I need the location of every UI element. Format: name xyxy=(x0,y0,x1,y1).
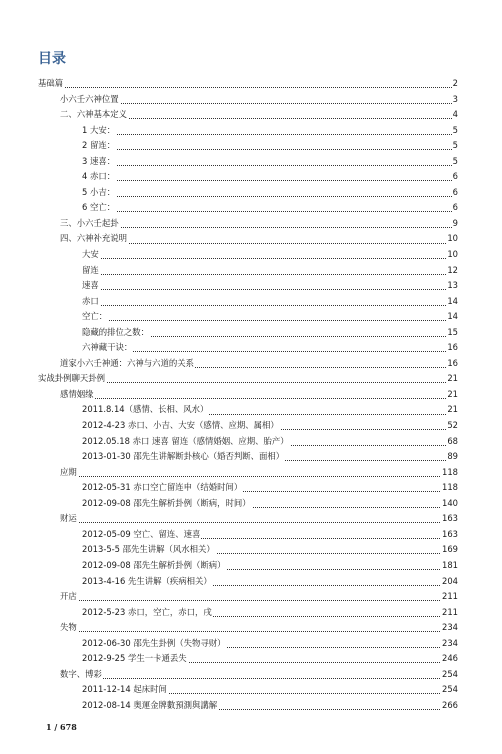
dot-leader xyxy=(60,92,458,108)
toc-entry-page: 21 xyxy=(446,387,458,403)
toc-entry[interactable] xyxy=(0,278,502,294)
toc-entry-page: 118 xyxy=(441,465,458,481)
dot-leader xyxy=(82,123,458,139)
dot-leader xyxy=(82,263,458,279)
toc-entry[interactable] xyxy=(0,636,502,652)
toc-entry[interactable] xyxy=(0,449,502,465)
toc-entry-page: 181 xyxy=(441,558,458,574)
dot-leader xyxy=(60,465,458,481)
toc-entry-page: 163 xyxy=(441,527,458,543)
toc-entry-page: 140 xyxy=(441,496,458,512)
toc-entry-title: 3 速喜： xyxy=(82,154,116,170)
toc-entry[interactable] xyxy=(0,387,502,403)
toc-entry-page: 234 xyxy=(441,636,458,652)
toc-entry-page: 10 xyxy=(446,247,458,263)
toc-entry-title: 2013-5-5 邵先生讲解（风水相关） xyxy=(82,542,216,558)
toc-entry-title: 大安 xyxy=(82,247,100,263)
dot-leader xyxy=(82,138,458,154)
toc-entry-page: 89 xyxy=(446,449,458,465)
toc-entry-page: 169 xyxy=(441,542,458,558)
toc-entry[interactable] xyxy=(0,542,502,558)
toc-entry-page: 118 xyxy=(441,480,458,496)
dot-leader xyxy=(38,76,458,92)
toc-entry[interactable] xyxy=(0,682,502,698)
toc-entry[interactable] xyxy=(0,698,502,714)
toc-entry-title: 2011.8.14（感情、长相、风水） xyxy=(82,402,209,418)
dot-leader xyxy=(82,200,458,216)
toc-entry-page: 68 xyxy=(446,434,458,450)
toc-entry-title: 三、小六壬起卦 xyxy=(60,216,120,232)
toc-entry[interactable] xyxy=(0,216,502,232)
toc-entry-page: 15 xyxy=(446,325,458,341)
toc-entry-page: 2 xyxy=(452,76,458,92)
page-number: 1 / 678 xyxy=(46,722,77,732)
toc-entry-page: 6 xyxy=(452,185,458,201)
toc-entry-page: 14 xyxy=(446,309,458,325)
toc-entry-page: 211 xyxy=(441,605,458,621)
dot-leader xyxy=(82,169,458,185)
toc-entry[interactable] xyxy=(0,620,502,636)
toc-entry[interactable] xyxy=(0,200,502,216)
toc-entry-page: 21 xyxy=(446,371,458,387)
toc-entry-title: 失物 xyxy=(60,620,78,636)
toc-entry-title: 四、六神补充说明 xyxy=(60,231,128,247)
table-of-contents xyxy=(0,76,502,713)
toc-entry-page: 163 xyxy=(441,511,458,527)
toc-entry-title: 2012.05.18 赤口 速喜 留连（感情婚姻、应期、胎产） xyxy=(82,434,290,450)
toc-entry[interactable] xyxy=(0,231,502,247)
toc-entry-page: 9 xyxy=(452,216,458,232)
toc-entry-title: 隐藏的排位之数： xyxy=(82,325,150,341)
toc-entry[interactable] xyxy=(0,247,502,263)
toc-entry-title: 2012-9-25 学生一卡通丢失 xyxy=(82,651,188,667)
toc-entry-page: 266 xyxy=(441,698,458,714)
toc-entry-title: 6 空亡： xyxy=(82,200,116,216)
toc-entry[interactable] xyxy=(0,651,502,667)
toc-entry-title: 2012-06-30 邵先生卦例（失物寻财） xyxy=(82,636,226,652)
toc-entry[interactable] xyxy=(0,154,502,170)
toc-entry-title: 2012-09-08 邵先生解析卦例（断病） xyxy=(82,558,226,574)
toc-entry-page: 234 xyxy=(441,620,458,636)
toc-entry-page: 5 xyxy=(452,154,458,170)
toc-entry[interactable] xyxy=(0,263,502,279)
dot-leader xyxy=(82,309,458,325)
toc-entry-title: 空亡： xyxy=(82,309,108,325)
toc-entry[interactable] xyxy=(0,418,502,434)
dot-leader xyxy=(82,278,458,294)
toc-entry[interactable] xyxy=(0,558,502,574)
toc-entry-page: 4 xyxy=(452,107,458,123)
toc-entry-page: 13 xyxy=(446,278,458,294)
toc-entry[interactable] xyxy=(0,465,502,481)
toc-entry-title: 六神藏干诀： xyxy=(82,340,133,356)
toc-entry-title: 基础篇 xyxy=(38,76,64,92)
toc-entry-page: 5 xyxy=(452,123,458,139)
dot-leader xyxy=(60,216,458,232)
toc-entry[interactable] xyxy=(0,356,502,372)
toc-entry-title: 速喜 xyxy=(82,278,100,294)
toc-entry-page: 12 xyxy=(446,263,458,279)
dot-leader xyxy=(82,247,458,263)
toc-entry-title: 2012-5-23 赤口，空亡，赤口，戌 xyxy=(82,605,213,621)
toc-entry-page: 254 xyxy=(441,682,458,698)
toc-entry-title: 二、六神基本定义 xyxy=(60,107,128,123)
toc-entry-title: 2011-12-14 起床时间 xyxy=(82,682,168,698)
toc-entry[interactable] xyxy=(0,340,502,356)
toc-entry[interactable] xyxy=(0,667,502,683)
dot-leader xyxy=(82,154,458,170)
toc-entry-page: 254 xyxy=(441,667,458,683)
toc-entry-page: 10 xyxy=(446,231,458,247)
toc-entry-title: 2012-09-08 邵先生解析卦例（断病，时间） xyxy=(82,496,252,512)
toc-entry-page: 246 xyxy=(441,651,458,667)
toc-entry-title: 应期 xyxy=(60,465,78,481)
dot-leader xyxy=(82,340,458,356)
toc-entry-page: 211 xyxy=(441,589,458,605)
toc-entry[interactable] xyxy=(0,107,502,123)
toc-entry-title: 数字、博彩 xyxy=(60,667,103,683)
dot-leader xyxy=(60,387,458,403)
toc-entry[interactable] xyxy=(0,185,502,201)
toc-entry-title: 1 大安： xyxy=(82,123,116,139)
toc-entry-title: 2 留连： xyxy=(82,138,116,154)
toc-entry-title: 2012-05-31 赤口空亡留连申（结婚时间） xyxy=(82,480,243,496)
toc-entry-title: 小六壬六神位置 xyxy=(60,92,120,108)
dot-leader xyxy=(60,620,458,636)
dot-leader xyxy=(82,294,458,310)
toc-entry-title: 财运 xyxy=(60,511,78,527)
toc-entry-title: 赤口 xyxy=(82,294,100,310)
toc-entry-page: 16 xyxy=(446,340,458,356)
toc-entry[interactable] xyxy=(0,325,502,341)
toc-entry-page: 6 xyxy=(452,200,458,216)
toc-entry-title: 5 小吉： xyxy=(82,185,116,201)
toc-entry-title: 2012-08-14 奥運金牌數預測與講解 xyxy=(82,698,218,714)
toc-entry-page: 16 xyxy=(446,356,458,372)
toc-entry[interactable] xyxy=(0,76,502,92)
toc-entry-title: 4 赤口： xyxy=(82,169,116,185)
dot-leader xyxy=(60,667,458,683)
toc-entry[interactable] xyxy=(0,605,502,621)
toc-entry-title: 2012-05-09 空亡、留连、速喜 xyxy=(82,527,201,543)
toc-entry[interactable] xyxy=(0,527,502,543)
toc-entry-title: 实战卦例聊天卦例 xyxy=(38,371,106,387)
dot-leader xyxy=(60,589,458,605)
toc-entry-title: 留连 xyxy=(82,263,100,279)
toc-entry-title: 感情姻缘 xyxy=(60,387,95,403)
toc-entry-title: 开店 xyxy=(60,589,78,605)
toc-entry-title: 2012-4-23 赤口、小吉、大安（感情、应期、属相） xyxy=(82,418,280,434)
toc-entry[interactable] xyxy=(0,138,502,154)
toc-entry-page: 21 xyxy=(446,402,458,418)
toc-entry[interactable] xyxy=(0,92,502,108)
toc-entry-title: 2013-01-30 邵先生讲解断卦核心（婚否判断、面相） xyxy=(82,449,285,465)
toc-entry[interactable] xyxy=(0,574,502,590)
toc-entry[interactable] xyxy=(0,434,502,450)
toc-entry[interactable] xyxy=(0,294,502,310)
dot-leader xyxy=(60,511,458,527)
toc-entry-title: 道家小六壬神通：六神与六道的关系 xyxy=(60,356,195,372)
toc-entry[interactable] xyxy=(0,402,502,418)
toc-entry[interactable] xyxy=(0,169,502,185)
toc-entry-page: 6 xyxy=(452,169,458,185)
toc-entry[interactable] xyxy=(0,496,502,512)
toc-entry[interactable] xyxy=(0,480,502,496)
dot-leader xyxy=(82,185,458,201)
toc-entry-page: 5 xyxy=(452,138,458,154)
toc-entry[interactable] xyxy=(0,511,502,527)
toc-entry[interactable] xyxy=(0,123,502,139)
toc-entry[interactable] xyxy=(0,309,502,325)
toc-entry-page: 52 xyxy=(446,418,458,434)
toc-entry[interactable] xyxy=(0,371,502,387)
toc-entry-page: 14 xyxy=(446,294,458,310)
toc-title: 目录 xyxy=(38,51,66,67)
toc-entry-title: 2013-4-16 先生讲解（疾病相关） xyxy=(82,574,213,590)
toc-entry-page: 3 xyxy=(452,92,458,108)
toc-entry[interactable] xyxy=(0,589,502,605)
toc-entry-page: 204 xyxy=(441,574,458,590)
